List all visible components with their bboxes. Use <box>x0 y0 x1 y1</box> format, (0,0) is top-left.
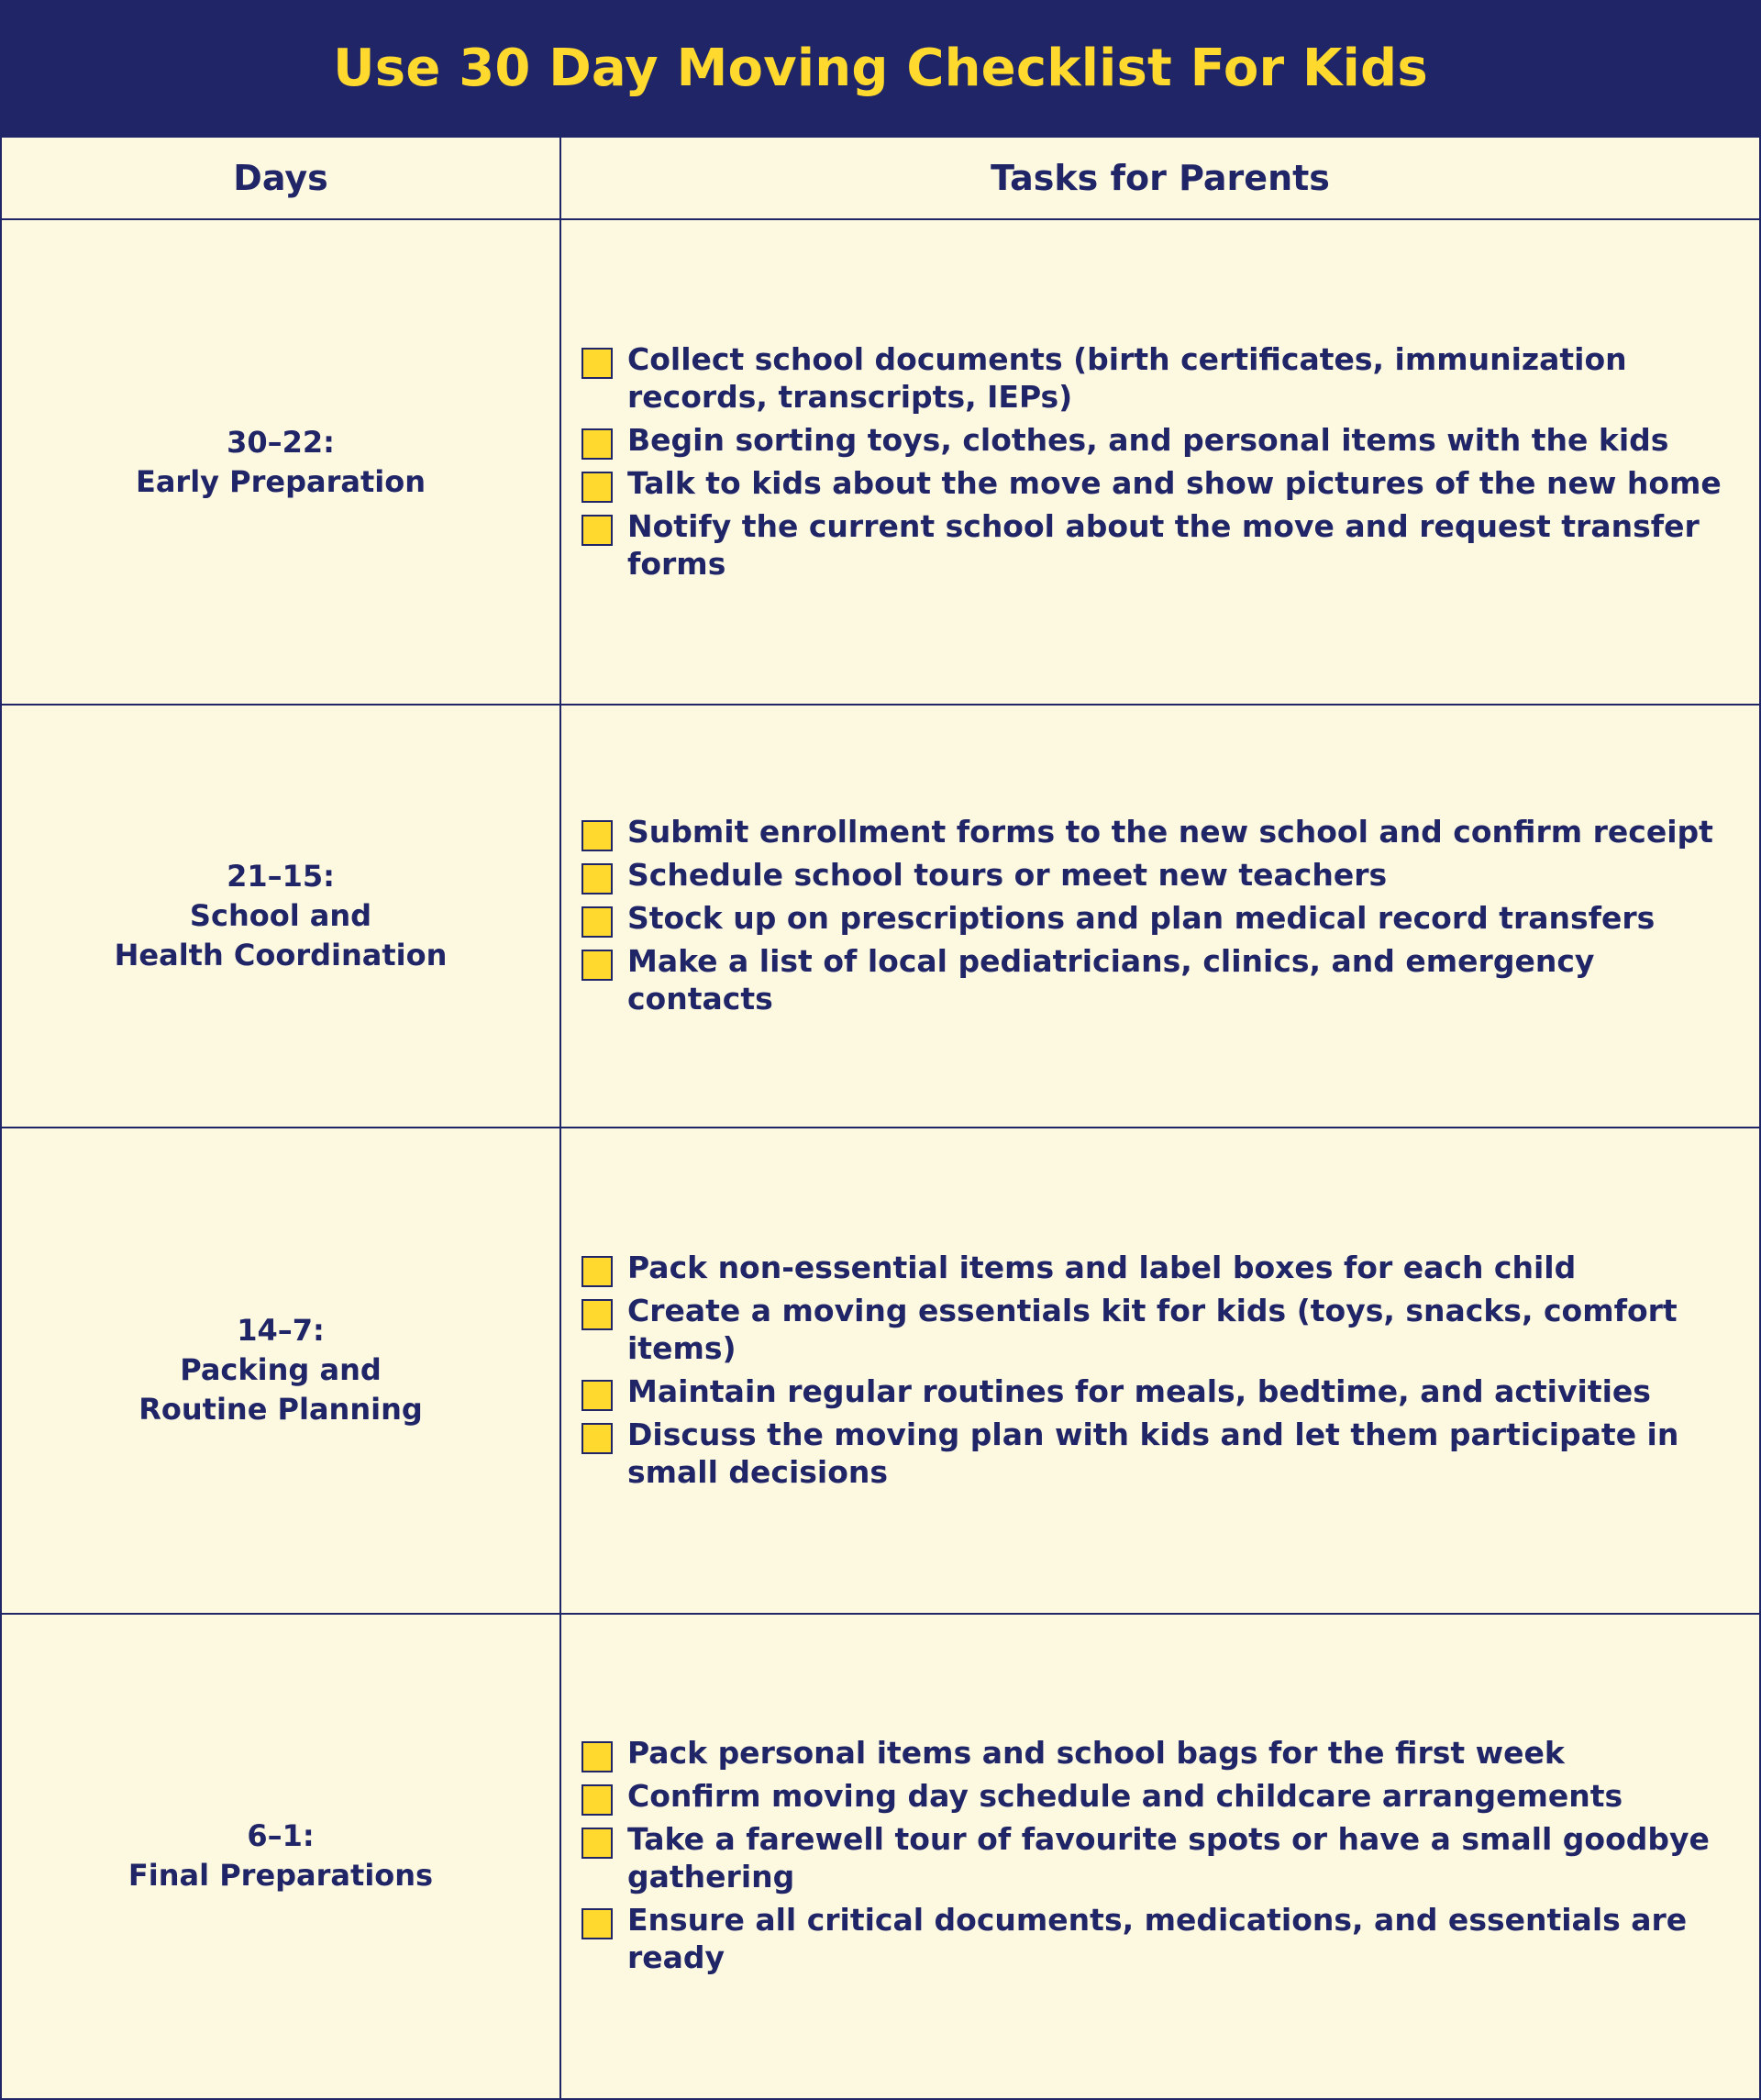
task-list <box>581 1250 1735 1492</box>
task-list <box>581 341 1735 583</box>
checkbox-icon[interactable] <box>581 428 613 460</box>
days-cell <box>1 1614 560 2100</box>
tasks-cell <box>560 1614 1760 2100</box>
days-cell <box>1 1128 560 1613</box>
task-label: Confirm moving day schedule and childcare arrangements <box>627 1778 1623 1815</box>
days-line: Packing and <box>180 1352 382 1388</box>
checkbox-icon[interactable] <box>581 1256 613 1287</box>
days-line: 6–1: <box>247 1818 315 1854</box>
task-label: Maintain regular routines for meals, bedtime, and activities <box>627 1372 1651 1409</box>
list-item <box>581 1902 1735 1977</box>
days-line: Health Coordination <box>114 938 448 973</box>
list-item <box>581 1821 1735 1896</box>
column-header-days: Days <box>1 137 560 219</box>
task-list <box>581 814 1735 1018</box>
list-item <box>581 943 1735 1018</box>
days-line: Early Preparation <box>135 463 426 499</box>
days-line: 30–22: <box>227 424 335 460</box>
checkbox-icon[interactable] <box>581 348 613 379</box>
checkbox-icon[interactable] <box>581 950 613 981</box>
days-cell <box>1 219 560 705</box>
tasks-cell <box>560 1128 1760 1613</box>
task-label: Take a farewell tour of favourite spots or have a small goodbye gathering <box>627 1821 1710 1895</box>
list-item <box>581 900 1735 938</box>
days-line: 14–7: <box>237 1312 325 1348</box>
days-line: Final Preparations <box>127 1858 434 1894</box>
days-line: School and <box>189 898 372 934</box>
list-item <box>581 1735 1735 1772</box>
task-label: Begin sorting toys, clothes, and personal items with the kids <box>627 421 1669 458</box>
checkbox-icon[interactable] <box>581 1784 613 1816</box>
list-item <box>581 814 1735 851</box>
days-cell <box>1 705 560 1128</box>
task-label: Create a moving essentials kit for kids (toys, snacks, comfort items) <box>627 1292 1678 1366</box>
task-label: Pack personal items and school bags for the first week <box>627 1735 1565 1772</box>
list-item <box>581 1778 1735 1816</box>
checkbox-icon[interactable] <box>581 1299 613 1330</box>
task-label: Pack non-essential items and label boxes for each child <box>627 1249 1577 1285</box>
list-item <box>581 341 1735 417</box>
task-label: Discuss the moving plan with kids and let them participate in small decisions <box>627 1416 1679 1490</box>
list-item <box>581 422 1735 460</box>
checkbox-icon[interactable] <box>581 820 613 851</box>
table-row <box>1 1128 1760 1613</box>
table-header-row <box>1 137 1760 219</box>
task-list <box>581 1735 1735 1977</box>
list-item <box>581 1250 1735 1287</box>
checkbox-icon[interactable] <box>581 472 613 503</box>
days-line: 21–15: <box>227 858 335 894</box>
task-label: Submit enrollment forms to the new school and confirm receipt <box>627 814 1713 850</box>
checkbox-icon[interactable] <box>581 1741 613 1772</box>
task-label: Stock up on prescriptions and plan medical record transfers <box>627 900 1656 937</box>
column-header-tasks: Tasks for Parents <box>560 137 1760 219</box>
checkbox-icon[interactable] <box>581 863 613 894</box>
task-label: Talk to kids about the move and show pictures of the new home <box>627 464 1722 501</box>
checkbox-icon[interactable] <box>581 1380 613 1411</box>
table-row <box>1 1614 1760 2100</box>
title-bar <box>0 0 1761 136</box>
checkbox-icon[interactable] <box>581 906 613 938</box>
list-item <box>581 1417 1735 1492</box>
days-line: Routine Planning <box>138 1392 423 1428</box>
checklist-table <box>0 136 1761 2100</box>
list-item <box>581 465 1735 503</box>
task-label: Schedule school tours or meet new teachers <box>627 857 1388 894</box>
list-item <box>581 857 1735 894</box>
task-label: Notify the current school about the move and request transfer forms <box>627 507 1700 582</box>
list-item <box>581 508 1735 583</box>
table-row <box>1 705 1760 1128</box>
task-label: Make a list of local pediatricians, clinics, and emergency contacts <box>627 943 1595 1017</box>
checkbox-icon[interactable] <box>581 1908 613 1939</box>
checkbox-icon[interactable] <box>581 515 613 546</box>
task-label: Collect school documents (birth certificates, immunization records, transcripts, IEPs) <box>627 340 1627 415</box>
page-title: Use 30 Day Moving Checklist For Kids <box>333 38 1428 98</box>
table-body <box>1 219 1760 2099</box>
list-item <box>581 1373 1735 1411</box>
list-item <box>581 1293 1735 1368</box>
table-row <box>1 219 1760 705</box>
checkbox-icon[interactable] <box>581 1423 613 1454</box>
tasks-cell <box>560 219 1760 705</box>
checkbox-icon[interactable] <box>581 1828 613 1859</box>
tasks-cell <box>560 705 1760 1128</box>
task-label: Ensure all critical documents, medications, and essentials are ready <box>627 1902 1688 1976</box>
